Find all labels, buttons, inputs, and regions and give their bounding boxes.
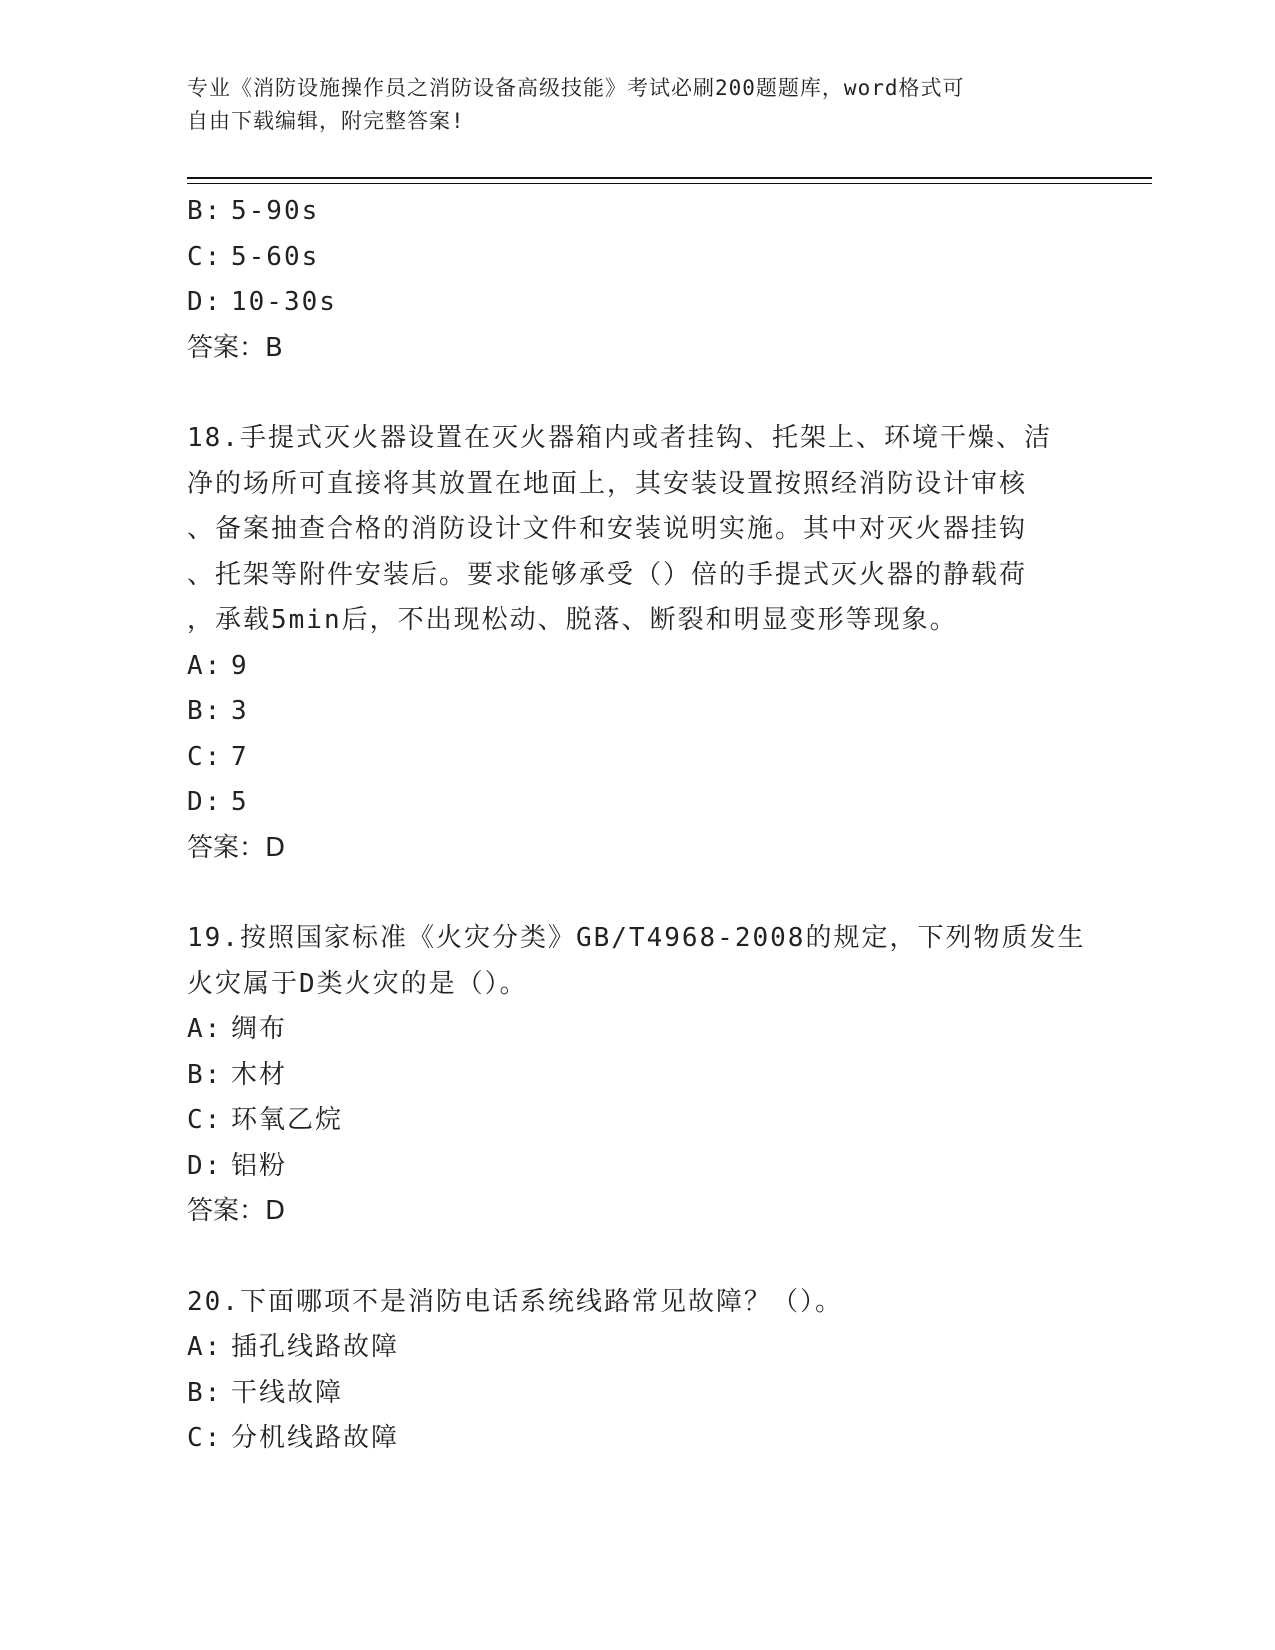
option-key: D: [187,287,223,317]
option-a [187,1325,1087,1371]
option-b [187,1371,1087,1417]
question-text-line: 、备案抽查合格的消防设计文件和安装说明实施。其中对灭火器挂钩 [187,514,1028,544]
option-c [187,1416,1087,1462]
option-key: A: [187,650,223,681]
option-b [187,189,1087,235]
option-b [187,689,1087,735]
header-line-1: 专业《消防设施操作员之消防设备高级技能》考试必刷200题题库，word格式可 [187,76,965,100]
header-divider-thin [187,183,1152,184]
spacer [187,371,1087,416]
option-text: 10-30s [231,287,337,317]
option-key: B: [187,1377,223,1408]
option-key: B: [187,196,223,226]
option-key: D: [187,787,223,817]
option-key: C: [187,1105,223,1135]
header-divider-thick [187,177,1152,179]
option-d [187,780,1087,826]
header-line-2: 自由下载编辑，附完整答案! [187,109,465,133]
option-key: D: [187,1150,223,1181]
option-c [187,235,1087,281]
question-text-line: ，承载5min后，不出现松动、脱落、断裂和明显变形等现象。 [187,605,958,635]
spacer [187,1235,1087,1280]
question-19 [187,916,1087,1235]
option-text: 铝粉 [231,1150,288,1181]
option-text: 木材 [231,1059,288,1090]
option-a [187,1007,1087,1053]
document-header [187,72,1067,138]
question-content [187,189,1087,1462]
option-b [187,1053,1087,1099]
option-text: 5-60s [231,241,320,272]
option-key: C: [187,1423,223,1453]
option-text: 3 [231,696,249,726]
option-text: 插孔线路故障 [231,1332,400,1362]
option-d [187,1144,1087,1190]
question-20 [187,1280,1087,1462]
option-a [187,644,1087,690]
option-text: 9 [231,650,249,681]
option-c [187,1098,1087,1144]
option-c [187,735,1087,781]
option-key: B: [187,696,223,726]
option-text: 环氧乙烷 [231,1105,344,1135]
question-text-line: 18.手提式灭火器设置在灭火器箱内或者挂钩、托架上、环境干燥、洁 [187,423,1052,453]
spacer [187,871,1087,916]
question-text-line: 19.按照国家标准《火灾分类》GB/T4968-2008的规定，下列物质发生 [187,923,1086,953]
option-text: 绸布 [231,1014,288,1044]
option-key: B: [187,1059,223,1090]
question-17-tail [187,189,1087,371]
option-key: A: [187,1332,223,1362]
question-text-line: 20.下面哪项不是消防电话系统线路常见故障？（）。 [187,1286,843,1317]
question-text-line: 、托架等附件安装后。要求能够承受（）倍的手提式灭火器的静载荷 [187,559,1028,590]
option-text: 干线故障 [231,1377,344,1408]
question-text-line: 火灾属于D类火灾的是（）。 [187,968,528,999]
question-text-line: 净的场所可直接将其放置在地面上，其安装设置按照经消防设计审核 [187,468,1028,499]
option-key: C: [187,741,223,772]
question-18 [187,416,1087,871]
answer-label: 答案：B [187,332,283,363]
option-key: C: [187,241,223,272]
option-key: A: [187,1014,223,1044]
option-text: 分机线路故障 [231,1423,400,1453]
answer-label: 答案：D [187,832,286,863]
option-text: 7 [231,741,249,772]
option-text: 5-90s [231,196,320,226]
option-d [187,280,1087,326]
answer-label: 答案：D [187,1196,286,1226]
option-text: 5 [231,787,249,817]
